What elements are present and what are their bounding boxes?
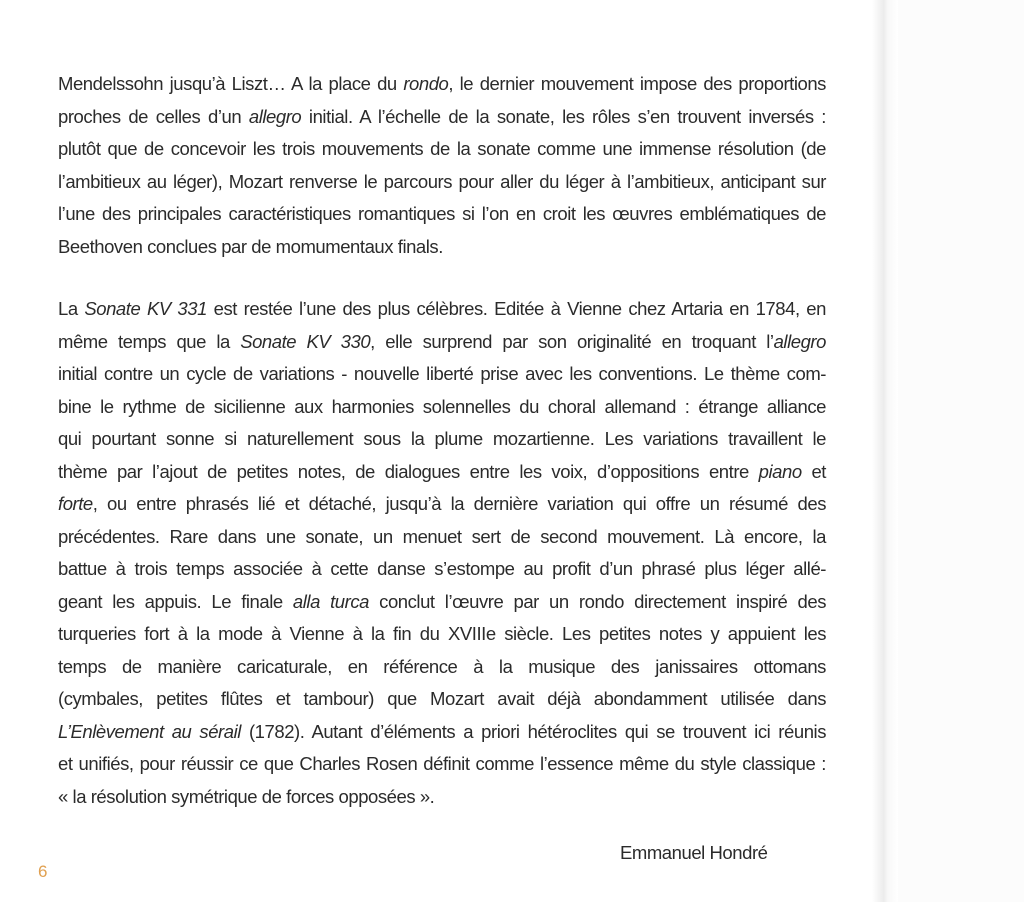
text-line: proches de celles d’un allegro initial. A l’échelle de la sonate, les rôles s’en trouvent inversés : — [58, 105, 826, 127]
page-number: 6 — [38, 862, 48, 881]
text-line: forte, ou entre phrasés lié et détaché, jusqu’à la dernière variation qui offre un résumé des — [58, 493, 826, 514]
text-line: l’une des principales caractéristiques romantiques si l’on en croit les œuvres emblématiques de — [58, 203, 826, 224]
text-line: turqueries fort à la mode à Vienne à la fin du XVIIIe siècle. Les petites notes y appuient les — [58, 623, 826, 644]
text-line: bine le rythme de sicilienne aux harmonies solennelles du choral allemand : étrange alliance — [58, 395, 826, 417]
paragraph-1 — [58, 68, 826, 263]
text-line: initial contre un cycle de variations - nouvelle liberté prise avec les conventions. Le thème com- — [58, 363, 826, 384]
text-line: geant les appuis. Le finale alla turca conclut l’œuvre par un rondo directement inspiré des — [58, 590, 827, 612]
text-line: précédentes. Rare dans une sonate, un menuet sert de second mouvement. Là encore, la — [58, 525, 826, 547]
text-line: Beethoven conclues par de momumentaux finals. — [58, 235, 443, 257]
text-line: qui pourtant sonne si naturellement sous la plume mozartienne. Les variations travaillent le — [58, 428, 826, 449]
paragraph-2 — [58, 293, 826, 813]
text-line: Mendelssohn jusqu’à Liszt… A la place du rondo, le dernier mouvement impose des proportions — [58, 73, 826, 94]
text-line: thème par l’ajout de petites notes, de dialogues entre les voix, d’oppositions entre piano et — [58, 460, 826, 482]
text-line: L’Enlèvement au sérail (1782). Autant d’éléments a priori hétéroclites qui se trouvent ici réunis — [58, 720, 826, 742]
text-line: battue à trois temps associée à cette danse s’estompe au profit d’un phrasé plus léger allé- — [58, 558, 826, 579]
text-line: « la résolution symétrique de forces opposées ». — [58, 785, 435, 807]
text-line: temps de manière caricaturale, en référence à la musique des janissaires ottomans — [58, 655, 826, 677]
text-line: (cymbales, petites flûtes et tambour) que Mozart avait déjà abondamment utilisée dans — [58, 688, 826, 709]
text-line: et unifiés, pour réussir ce que Charles Rosen définit comme l’essence même du style classique : — [58, 753, 826, 774]
text-line: l’ambitieux au léger), Mozart renverse le parcours pour aller du léger à l’ambitieux, anticipant sur — [58, 170, 826, 192]
adjacent-page-edge — [898, 0, 1024, 902]
author-signature: Emmanuel Hondré — [620, 842, 768, 863]
text-line: même temps que la Sonate KV 330, elle surprend par son originalité en troquant l’allegro — [58, 330, 826, 352]
text-line: La Sonate KV 331 est restée l’une des plus célèbres. Editée à Vienne chez Artaria en 1784, en — [58, 298, 826, 319]
text-line: plutôt que de concevoir les trois mouvements de la sonate comme une immense résolution (de — [58, 138, 826, 159]
page-fold-shadow — [872, 0, 898, 902]
